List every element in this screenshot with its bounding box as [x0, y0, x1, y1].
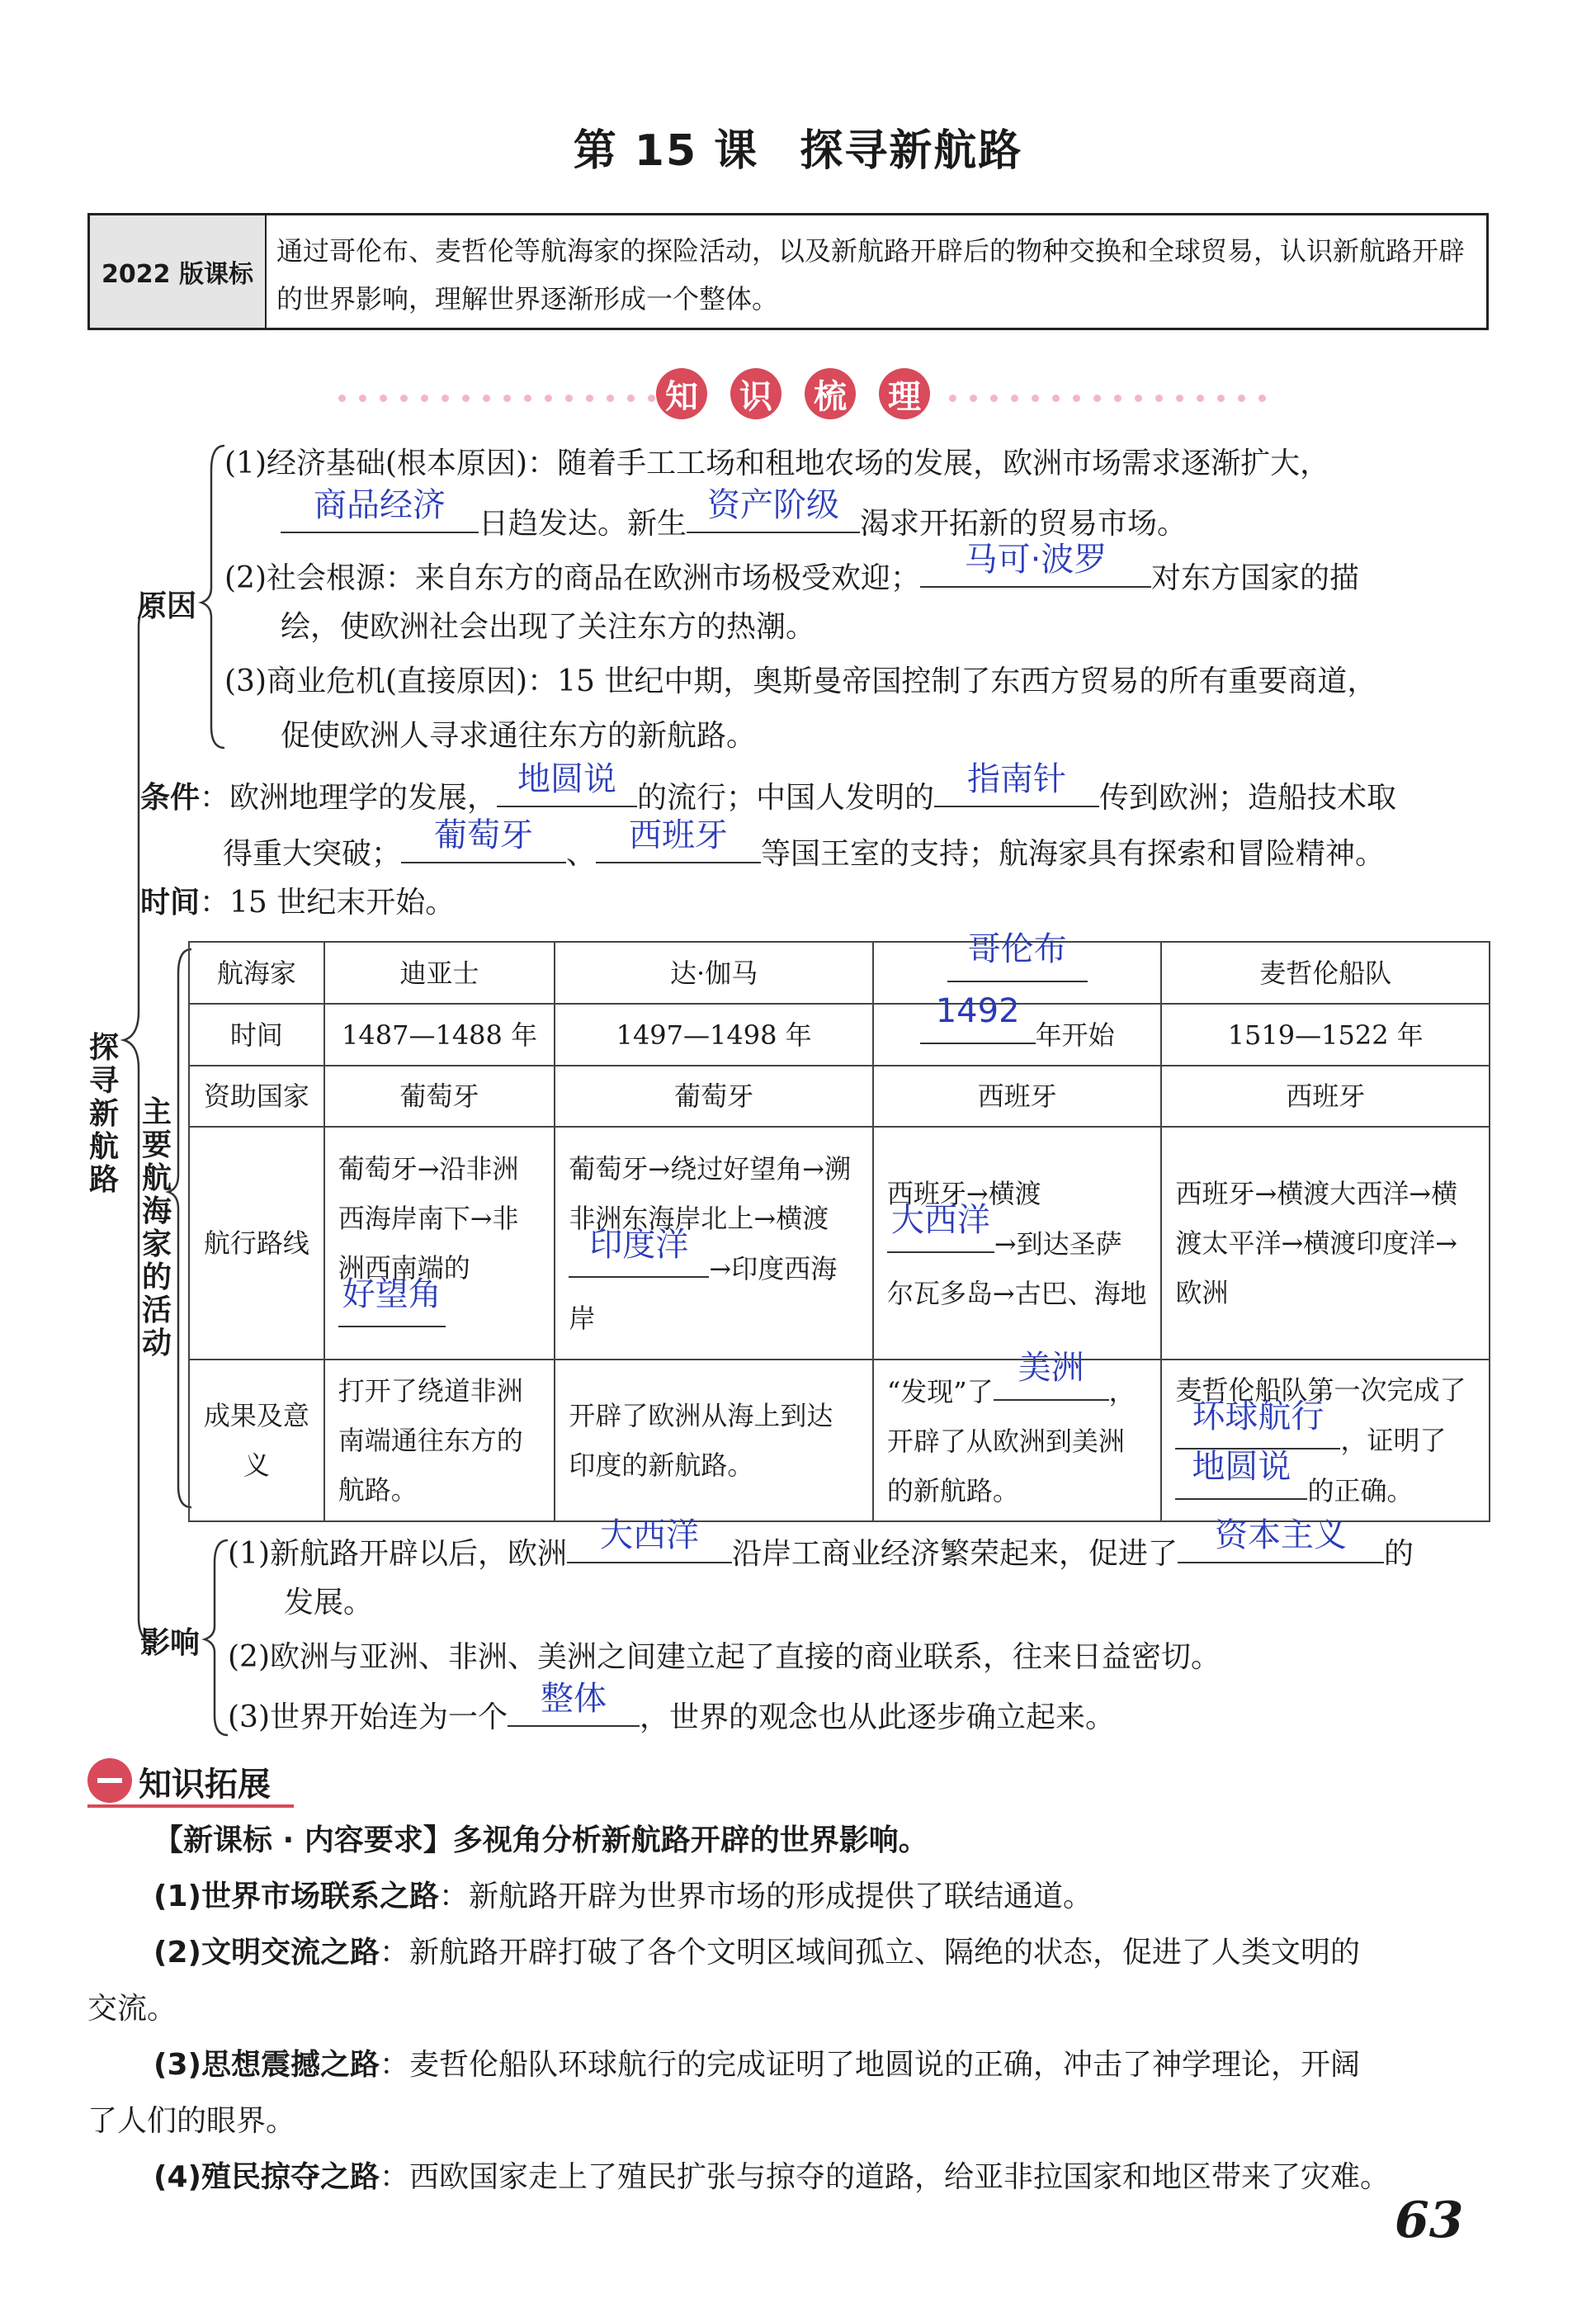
text: 日趋发达。新生 — [479, 507, 687, 541]
dias-route — [324, 1127, 555, 1360]
conditions-tag: 条件 — [140, 781, 201, 815]
extension-point-2-cont: 交流。 — [87, 1992, 177, 2026]
time-tag: 时间 — [140, 886, 201, 920]
header-result: 成果及意义 — [189, 1360, 324, 1521]
handwritten-answer: 西班牙 — [629, 816, 729, 854]
magellan-route: 西班牙→横渡大西洋→横渡太平洋→横渡印度洋→欧洲 — [1161, 1127, 1490, 1360]
point-label: (2)文明交流之路 — [153, 1936, 380, 1970]
impact-3-line — [228, 1680, 1116, 1738]
extension-point-3 — [153, 2037, 1507, 2093]
text: 西班牙→横渡 — [886, 1177, 1041, 1209]
handwritten-answer: 好望角 — [342, 1274, 441, 1313]
table-row — [189, 942, 1490, 1004]
answer-blank[interactable] — [281, 486, 479, 533]
banner-char-3: 梳 — [805, 368, 856, 419]
text: 沿岸工商业经济繁荣起来，促进了 — [732, 1537, 1178, 1571]
gama-name: 达·伽马 — [555, 942, 872, 1004]
banner-char-4: 理 — [879, 368, 930, 419]
columbus-sponsor: 西班牙 — [873, 1066, 1162, 1127]
answer-blank[interactable] — [934, 760, 1099, 807]
text: 葡萄牙→沿非洲西海岸南下→非洲西南端的 — [338, 1152, 519, 1284]
banner-char-2: 识 — [730, 368, 781, 419]
handwritten-answer: 大西洋 — [600, 1516, 699, 1554]
reason-2-line-1 — [224, 541, 1360, 598]
answer-blank[interactable] — [947, 930, 1088, 982]
impact-brace — [205, 1540, 228, 1735]
answer-blank[interactable] — [1178, 1516, 1384, 1563]
table-row — [189, 1360, 1490, 1521]
magellan-time: 1519—1522 年 — [1161, 1004, 1490, 1066]
dias-name: 迪亚士 — [324, 942, 555, 1004]
lesson-topic: 探寻新航路 — [800, 126, 1023, 176]
dias-result: 打开了绕道非洲南端通往东方的航路。 — [324, 1360, 555, 1521]
gama-sponsor: 葡萄牙 — [555, 1066, 872, 1127]
handwritten-answer: 资产阶级 — [707, 486, 840, 524]
point-text: ：新航路开辟打破了各个文明区域间孤立、隔绝的状态，促进了人类文明的 — [379, 1936, 1360, 1970]
answer-blank[interactable] — [920, 992, 1036, 1044]
extension-title: 知识拓展 — [139, 1766, 271, 1804]
point-text: ：西欧国家走上了殖民扩张与掠夺的道路，给亚非拉国家和地区带来了灾难。 — [379, 2160, 1390, 2194]
header-time: 时间 — [189, 1004, 324, 1066]
arrow-circle-icon — [87, 1758, 132, 1803]
text: 、 — [566, 837, 597, 871]
impact-2-line: (2)欧洲与亚洲、非洲、美洲之间建立起了直接的商业联系，往来日益密切。 — [228, 1640, 1221, 1674]
columbus-time-cell — [873, 992, 1162, 1066]
handwritten-answer: 葡萄牙 — [434, 816, 534, 854]
handwritten-answer: 马可·波罗 — [964, 541, 1107, 579]
handwritten-answer: 资本主义 — [1215, 1516, 1348, 1554]
point-text: ：新航路开辟为世界市场的形成提供了联结通道。 — [438, 1880, 1093, 1913]
handwritten-answer: 哥伦布 — [967, 930, 1067, 968]
requirement-text: 多视角分析新航路开辟的世界影响。 — [452, 1823, 928, 1857]
text: 麦哲伦船队第一次完成了 — [1175, 1374, 1466, 1406]
answer-blank[interactable] — [596, 816, 761, 863]
gama-route — [555, 1127, 872, 1360]
dias-sponsor: 葡萄牙 — [324, 1066, 555, 1127]
time-line — [140, 883, 455, 923]
answer-blank[interactable] — [567, 1516, 732, 1563]
point-text: ：麦哲伦船队环球航行的完成证明了地圆说的正确，冲击了神学理论，开阔 — [379, 2048, 1360, 2082]
text: (2)社会根源：来自东方的商品在欧洲市场极受欢迎； — [224, 561, 920, 595]
handwritten-answer: 大西洋 — [890, 1200, 990, 1239]
lesson-number: 第 15 课 — [573, 126, 759, 176]
reason-2-line-2: 绘，使欧洲社会出现了关注东方的热潮。 — [281, 610, 816, 644]
handwritten-answer: 美洲 — [1018, 1348, 1084, 1387]
standard-label: 2022 版课标 — [90, 215, 267, 328]
text: 传到欧洲；造船技术取 — [1099, 781, 1397, 815]
columbus-result — [873, 1348, 1162, 1521]
answer-blank[interactable] — [569, 1225, 709, 1278]
handwritten-answer: 印度洋 — [589, 1225, 689, 1264]
magellan-sponsor: 西班牙 — [1161, 1066, 1490, 1127]
text: 年开始 — [1035, 1019, 1115, 1051]
answer-blank[interactable] — [401, 816, 566, 863]
handwritten-answer: 商品经济 — [314, 486, 446, 524]
text: 的正确。 — [1307, 1475, 1414, 1506]
answer-blank[interactable] — [338, 1274, 446, 1327]
reason-3-line-2: 促使欧洲人寻求通往东方的新航路。 — [281, 719, 757, 753]
header-route: 航行路线 — [189, 1127, 324, 1360]
text: 等国王室的支持；航海家具有探索和冒险精神。 — [761, 837, 1386, 871]
handwritten-answer: 地圆说 — [1192, 1448, 1291, 1486]
extension-requirement — [153, 1813, 1507, 1869]
text: (3)世界开始连为一个 — [228, 1700, 508, 1734]
text: ：欧洲地理学的发展， — [200, 781, 498, 815]
reason-3-line-1: (3)商业危机(直接原因)：15 世纪中期，奥斯曼帝国控制了东西方贸易的所有重要商道， — [224, 664, 1377, 698]
answer-blank[interactable] — [887, 1200, 994, 1253]
gama-result: 开辟了欧洲从海上到达印度的新航路。 — [555, 1360, 872, 1521]
handwritten-answer: 指南针 — [967, 760, 1067, 798]
text: →到达圣萨尔瓦多岛→古巴、海地 — [886, 1227, 1147, 1309]
table-row — [189, 1004, 1490, 1066]
header-navigator: 航海家 — [189, 942, 324, 1004]
extension-point-2 — [153, 1925, 1507, 1981]
text: “发现”了 — [886, 1375, 994, 1407]
answer-blank[interactable] — [687, 486, 860, 533]
extension-point-4 — [153, 2149, 1556, 2206]
answer-blank[interactable] — [508, 1680, 640, 1727]
requirement-label: 【新课标 · 内容要求】 — [153, 1823, 453, 1857]
activities-tag: 主要航海家的活动 — [141, 1095, 172, 1360]
text: ，开辟了从欧洲到美洲的新航路。 — [886, 1375, 1136, 1506]
extension-underline — [87, 1804, 294, 1808]
impact-1-line-1 — [228, 1516, 1414, 1574]
point-label: (4)殖民掠夺之路 — [153, 2160, 380, 2194]
reason-1-line-1: (1)经济基础(根本原因)：随着手工工场和租地农场的发展，欧洲市场需求逐渐扩大， — [224, 447, 1330, 480]
text: 渴求开拓新的贸易市场。 — [860, 507, 1188, 541]
text: ，世界的观念也从此逐步确立起来。 — [640, 1700, 1116, 1734]
columbus-route — [873, 1127, 1162, 1360]
text: →印度西海岸 — [569, 1252, 838, 1334]
conditions-line-2 — [223, 816, 1386, 874]
conditions-line-1 — [140, 760, 1397, 818]
navigators-table — [188, 930, 1490, 1522]
table-row — [189, 1127, 1490, 1360]
text: 的 — [1384, 1537, 1414, 1571]
text: (1)新航路开辟以后，欧洲 — [228, 1537, 567, 1571]
answer-blank[interactable] — [920, 541, 1151, 588]
text: 的流行；中国人发明的 — [637, 781, 935, 815]
text: ：15 世纪末开始。 — [200, 886, 456, 920]
extension-point-3-cont: 了人们的眼界。 — [87, 2104, 296, 2138]
handwritten-answer: 1492 — [935, 992, 1020, 1030]
header-sponsor: 资助国家 — [189, 1066, 324, 1127]
impact-1-line-2: 发展。 — [284, 1586, 374, 1620]
handwritten-answer: 环球航行 — [1192, 1397, 1324, 1435]
text: ，证明了 — [1340, 1425, 1447, 1456]
page-number: 63 — [1395, 2192, 1464, 2249]
answer-blank[interactable] — [497, 760, 637, 807]
gama-time: 1497—1498 年 — [555, 1004, 872, 1066]
answer-blank[interactable] — [1175, 1448, 1307, 1500]
answer-blank[interactable] — [994, 1348, 1109, 1401]
reasons-brace — [201, 446, 224, 748]
magellan-result — [1161, 1360, 1490, 1521]
handwritten-answer: 整体 — [541, 1680, 607, 1718]
table-row — [189, 1066, 1490, 1127]
banner-char-1: 知 — [656, 368, 707, 419]
root-tag: 探寻新航路 — [88, 1031, 119, 1197]
text: 得重大突破； — [223, 837, 402, 871]
reason-1-line-2 — [281, 486, 1188, 544]
point-label: (1)世界市场联系之路 — [153, 1880, 439, 1913]
text: 葡萄牙→绕过好望角→溯非洲东海岸北上→横渡 — [569, 1152, 852, 1234]
text: 对东方国家的描 — [1151, 561, 1360, 595]
handwritten-answer: 地圆说 — [517, 760, 617, 798]
reasons-tag: 原因 — [137, 589, 197, 623]
dias-time: 1487—1488 年 — [324, 1004, 555, 1066]
impact-tag: 影响 — [140, 1626, 201, 1660]
extension-point-1 — [153, 1869, 1507, 1925]
magellan-name: 麦哲伦船队 — [1161, 942, 1490, 1004]
point-label: (3)思想震撼之路 — [153, 2048, 380, 2082]
standard-text: 通过哥伦布、麦哲伦等航海家的探险活动，以及新航路开辟后的物种交换和全球贸易，认识新航路开辟的世界影响，理解世界逐渐形成一个整体。 — [276, 235, 1466, 314]
